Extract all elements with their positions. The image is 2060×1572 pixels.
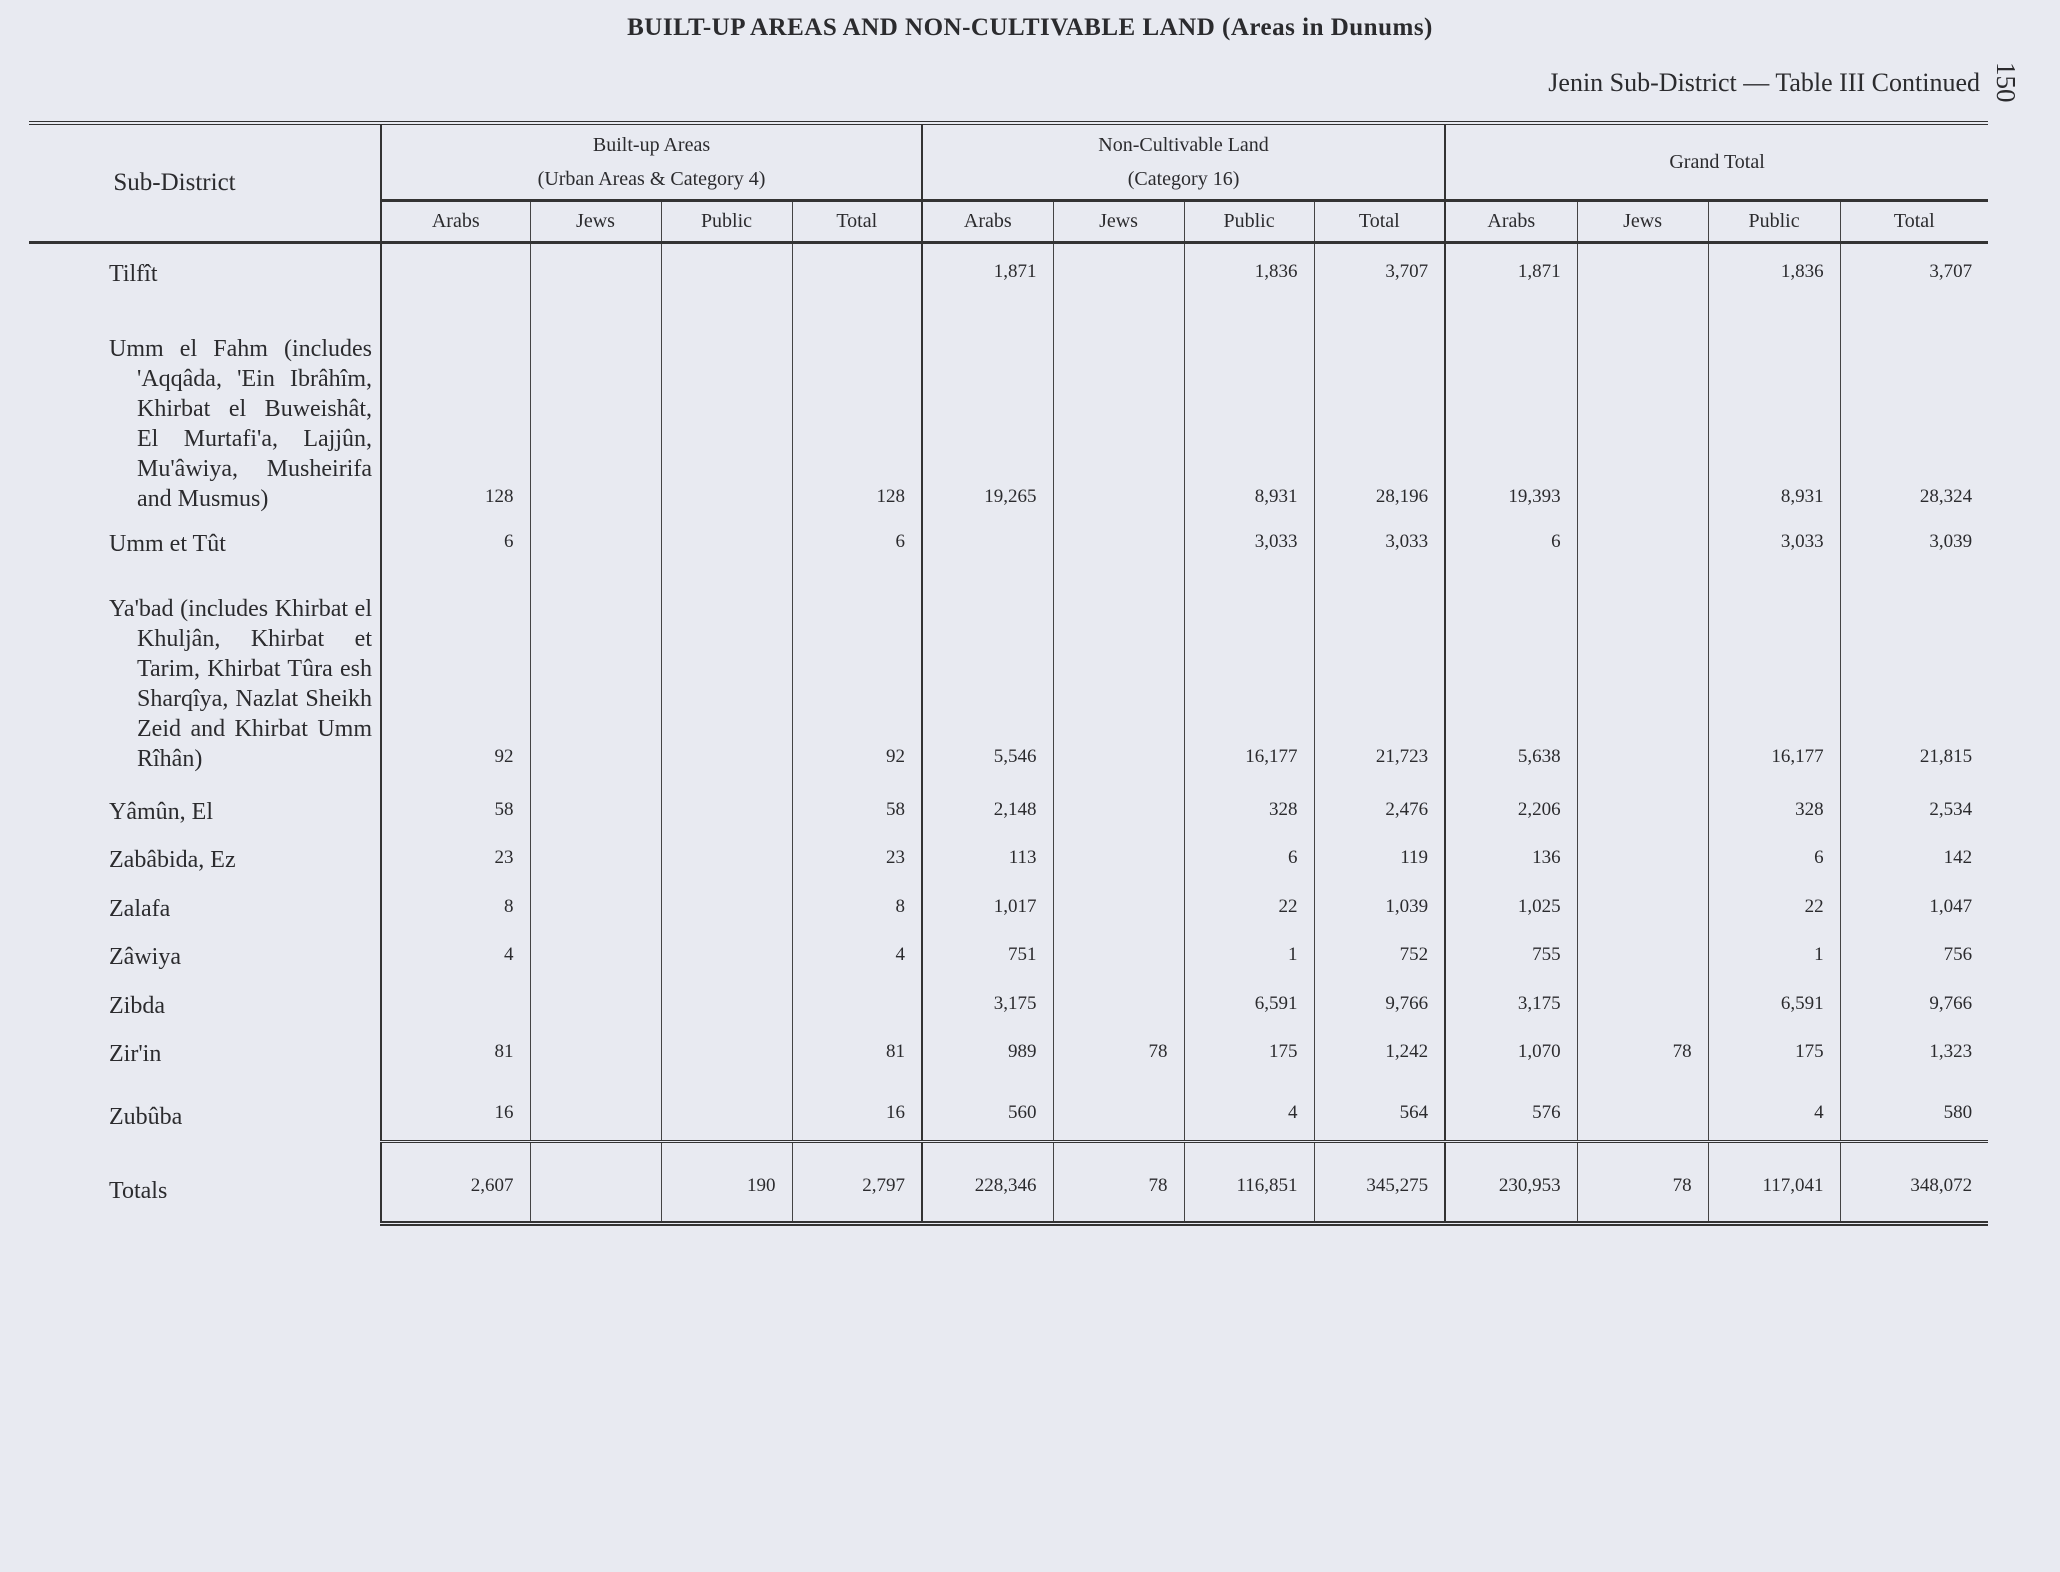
value-cell: 560 xyxy=(922,1079,1053,1142)
sub-district-name-cell xyxy=(29,569,381,784)
sub-district-name-cell xyxy=(29,1142,381,1224)
sub-district-name-cell xyxy=(29,299,381,524)
value-cell: 23 xyxy=(381,837,530,885)
sub-district-name: Yâmûn, El xyxy=(109,798,213,825)
value-cell: 1,323 xyxy=(1840,1031,1988,1079)
value-cell: 756 xyxy=(1840,934,1988,982)
value-cell: 81 xyxy=(381,1031,530,1079)
value-cell: 1 xyxy=(1708,934,1840,982)
value-cell: 4 xyxy=(1708,1079,1840,1142)
sub-district-name: Zibda xyxy=(109,992,165,1019)
table-row xyxy=(29,837,1988,885)
value-cell: 21,815 xyxy=(1840,569,1988,784)
table-row xyxy=(29,784,1988,837)
header-group-line: (Category 16) xyxy=(1127,168,1240,190)
value-cell: 175 xyxy=(1708,1031,1840,1079)
value-cell: 2,797 xyxy=(792,1142,922,1224)
value-cell: 3,707 xyxy=(1314,243,1445,299)
value-cell xyxy=(1577,569,1708,784)
header-subcolumn: Total xyxy=(1840,201,1988,243)
value-cell xyxy=(381,982,530,1031)
data-table xyxy=(29,121,1988,1226)
header-group-grand-total xyxy=(1445,123,1988,201)
value-cell: 3,033 xyxy=(1314,524,1445,569)
value-cell xyxy=(530,934,661,982)
value-cell xyxy=(530,569,661,784)
value-cell: 2,607 xyxy=(381,1142,530,1224)
value-cell: 9,766 xyxy=(1314,982,1445,1031)
value-cell xyxy=(792,982,922,1031)
value-cell xyxy=(1577,885,1708,934)
value-cell xyxy=(530,299,661,524)
sub-district-name-cell xyxy=(29,1031,381,1079)
value-cell: 81 xyxy=(792,1031,922,1079)
value-cell: 16,177 xyxy=(1708,569,1840,784)
value-cell: 16,177 xyxy=(1184,569,1314,784)
value-cell: 21,723 xyxy=(1314,569,1445,784)
value-cell: 1,836 xyxy=(1708,243,1840,299)
value-cell xyxy=(1053,524,1184,569)
value-cell: 8 xyxy=(381,885,530,934)
value-cell xyxy=(1577,837,1708,885)
value-cell: 1,039 xyxy=(1314,885,1445,934)
value-cell: 2,534 xyxy=(1840,784,1988,837)
table-row xyxy=(29,299,1988,524)
value-cell: 9,766 xyxy=(1840,982,1988,1031)
value-cell: 136 xyxy=(1445,837,1577,885)
value-cell: 4 xyxy=(381,934,530,982)
value-cell: 1,871 xyxy=(922,243,1053,299)
value-cell xyxy=(1053,569,1184,784)
value-cell xyxy=(1053,299,1184,524)
value-cell: 751 xyxy=(922,934,1053,982)
value-cell: 2,148 xyxy=(922,784,1053,837)
header-subcolumn: Arabs xyxy=(381,201,530,243)
value-cell xyxy=(1577,243,1708,299)
value-cell: 2,206 xyxy=(1445,784,1577,837)
value-cell xyxy=(661,299,792,524)
value-cell xyxy=(1577,784,1708,837)
page-number: 150 xyxy=(1991,62,2021,103)
value-cell xyxy=(530,524,661,569)
value-cell xyxy=(661,885,792,934)
value-cell: 8,931 xyxy=(1184,299,1314,524)
value-cell: 78 xyxy=(1053,1142,1184,1224)
value-cell: 6 xyxy=(1445,524,1577,569)
table-row xyxy=(29,1079,1988,1142)
value-cell xyxy=(530,784,661,837)
value-cell: 28,324 xyxy=(1840,299,1988,524)
sub-district-name-cell xyxy=(29,784,381,837)
header-subcolumn: Total xyxy=(1314,201,1445,243)
value-cell: 580 xyxy=(1840,1079,1988,1142)
value-cell: 1,025 xyxy=(1445,885,1577,934)
value-cell: 128 xyxy=(381,299,530,524)
value-cell xyxy=(530,243,661,299)
value-cell: 19,265 xyxy=(922,299,1053,524)
value-cell: 752 xyxy=(1314,934,1445,982)
value-cell xyxy=(661,524,792,569)
header-group-line: Built-up Areas xyxy=(592,134,711,156)
value-cell: 119 xyxy=(1314,837,1445,885)
value-cell: 3,033 xyxy=(1184,524,1314,569)
value-cell: 576 xyxy=(1445,1079,1577,1142)
header-group-non-cultivable xyxy=(922,123,1445,201)
table-row xyxy=(29,243,1988,299)
table-row xyxy=(29,1031,1988,1079)
value-cell xyxy=(661,837,792,885)
value-cell xyxy=(661,243,792,299)
table-subtitle: Jenin Sub-District — Table III Continued xyxy=(1548,68,1980,97)
value-cell xyxy=(1577,934,1708,982)
value-cell: 3,175 xyxy=(922,982,1053,1031)
value-cell: 4 xyxy=(792,934,922,982)
header-row-groups xyxy=(29,123,1988,201)
value-cell: 3,175 xyxy=(1445,982,1577,1031)
value-cell: 6 xyxy=(1708,837,1840,885)
sub-district-name: Zalafa xyxy=(109,895,171,922)
sub-district-name-cell xyxy=(29,885,381,934)
value-cell xyxy=(661,1079,792,1142)
value-cell: 228,346 xyxy=(922,1142,1053,1224)
sub-district-name-cell xyxy=(29,837,381,885)
page-title: BUILT-UP AREAS AND NON-CULTIVABLE LAND (Areas in Dunums) xyxy=(627,14,1433,41)
sub-district-name: Ya'bad (includes Khirbat el Khuljân, Khirbat et Tarim, Khirbat Tûra esh Sharqîya, Nazlat Sheikh Zeid and Khirbat Umm Rîhân) xyxy=(109,595,372,772)
value-cell: 345,275 xyxy=(1314,1142,1445,1224)
sub-district-name: Umm el Fahm (includes 'Aqqâda, 'Ein Ibrâhîm, Khirbat el Buweishât, El Murtafi'a, Lajjûn, Mu'âwiya, Musheirifa and Musmus) xyxy=(109,335,372,512)
value-cell xyxy=(1053,837,1184,885)
value-cell: 16 xyxy=(792,1079,922,1142)
value-cell xyxy=(1577,299,1708,524)
header-subcolumn: Public xyxy=(661,201,792,243)
sub-district-name: Zir'in xyxy=(109,1040,162,1067)
header-subcolumn: Total xyxy=(792,201,922,243)
value-cell: 6,591 xyxy=(1184,982,1314,1031)
value-cell: 92 xyxy=(792,569,922,784)
value-cell: 5,546 xyxy=(922,569,1053,784)
value-cell: 3,033 xyxy=(1708,524,1840,569)
value-cell: 1,871 xyxy=(1445,243,1577,299)
value-cell: 3,707 xyxy=(1840,243,1988,299)
value-cell xyxy=(661,934,792,982)
value-cell: 22 xyxy=(1184,885,1314,934)
sub-district-name-cell xyxy=(29,934,381,982)
value-cell xyxy=(530,885,661,934)
value-cell xyxy=(1053,1079,1184,1142)
value-cell xyxy=(661,569,792,784)
table-row xyxy=(29,982,1988,1031)
value-cell: 3,039 xyxy=(1840,524,1988,569)
value-cell: 116,851 xyxy=(1184,1142,1314,1224)
sub-district-name: Zubûba xyxy=(109,1103,183,1130)
header-group-line: (Urban Areas & Category 4) xyxy=(537,168,766,190)
value-cell: 58 xyxy=(381,784,530,837)
value-cell: 5,638 xyxy=(1445,569,1577,784)
header-subcolumn: Arabs xyxy=(1445,201,1577,243)
value-cell: 1,836 xyxy=(1184,243,1314,299)
value-cell: 1,242 xyxy=(1314,1031,1445,1079)
header-subcolumn: Public xyxy=(1708,201,1840,243)
header-subcolumn: Jews xyxy=(1577,201,1708,243)
value-cell: 175 xyxy=(1184,1031,1314,1079)
value-cell: 8 xyxy=(792,885,922,934)
value-cell: 564 xyxy=(1314,1079,1445,1142)
sub-district-name: Tilfît xyxy=(109,260,158,287)
value-cell xyxy=(1053,243,1184,299)
value-cell: 28,196 xyxy=(1314,299,1445,524)
value-cell xyxy=(1577,982,1708,1031)
value-cell: 58 xyxy=(792,784,922,837)
value-cell xyxy=(530,1079,661,1142)
value-cell xyxy=(1053,982,1184,1031)
value-cell xyxy=(661,982,792,1031)
sub-district-name: Zabâbida, Ez xyxy=(109,846,236,873)
sub-district-name: Totals xyxy=(109,1177,168,1204)
value-cell xyxy=(792,243,922,299)
header-sub-district: Sub-District xyxy=(29,123,381,243)
value-cell: 1,017 xyxy=(922,885,1053,934)
table-row xyxy=(29,934,1988,982)
sub-district-name: Umm et Tût xyxy=(109,530,226,557)
value-cell xyxy=(530,982,661,1031)
value-cell: 78 xyxy=(1577,1142,1708,1224)
table-row xyxy=(29,885,1988,934)
value-cell: 6,591 xyxy=(1708,982,1840,1031)
value-cell: 1,047 xyxy=(1840,885,1988,934)
value-cell: 23 xyxy=(792,837,922,885)
value-cell: 113 xyxy=(922,837,1053,885)
value-cell: 22 xyxy=(1708,885,1840,934)
value-cell xyxy=(381,243,530,299)
value-cell xyxy=(661,784,792,837)
value-cell: 6 xyxy=(381,524,530,569)
totals-row xyxy=(29,1142,1988,1224)
value-cell: 989 xyxy=(922,1031,1053,1079)
header-group-line: Grand Total xyxy=(1669,151,1765,173)
table-row xyxy=(29,524,1988,569)
header-group-line: Non-Cultivable Land xyxy=(1098,134,1269,156)
table-row xyxy=(29,569,1988,784)
header-group-built-up xyxy=(381,123,922,201)
header-subcolumn: Arabs xyxy=(922,201,1053,243)
value-cell: 16 xyxy=(381,1079,530,1142)
value-cell: 755 xyxy=(1445,934,1577,982)
value-cell: 19,393 xyxy=(1445,299,1577,524)
value-cell xyxy=(922,524,1053,569)
sub-district-name-cell xyxy=(29,524,381,569)
value-cell xyxy=(1053,885,1184,934)
value-cell: 328 xyxy=(1184,784,1314,837)
value-cell: 6 xyxy=(792,524,922,569)
value-cell: 328 xyxy=(1708,784,1840,837)
header-subcolumn: Jews xyxy=(1053,201,1184,243)
value-cell: 4 xyxy=(1184,1079,1314,1142)
value-cell: 1,070 xyxy=(1445,1031,1577,1079)
value-cell: 117,041 xyxy=(1708,1142,1840,1224)
value-cell xyxy=(1577,1079,1708,1142)
value-cell xyxy=(1053,934,1184,982)
value-cell xyxy=(1577,524,1708,569)
sub-district-name: Zâwiya xyxy=(109,943,181,970)
value-cell: 78 xyxy=(1053,1031,1184,1079)
value-cell: 128 xyxy=(792,299,922,524)
value-cell: 230,953 xyxy=(1445,1142,1577,1224)
value-cell xyxy=(530,1031,661,1079)
value-cell: 2,476 xyxy=(1314,784,1445,837)
value-cell xyxy=(1053,784,1184,837)
value-cell xyxy=(661,1031,792,1079)
value-cell: 1 xyxy=(1184,934,1314,982)
value-cell: 78 xyxy=(1577,1031,1708,1079)
value-cell xyxy=(530,837,661,885)
sub-district-name-cell xyxy=(29,243,381,299)
value-cell: 348,072 xyxy=(1840,1142,1988,1224)
sub-district-name-cell xyxy=(29,1079,381,1142)
value-cell: 190 xyxy=(661,1142,792,1224)
value-cell: 92 xyxy=(381,569,530,784)
value-cell: 6 xyxy=(1184,837,1314,885)
value-cell xyxy=(530,1142,661,1224)
header-subcolumn: Jews xyxy=(530,201,661,243)
header-subcolumn: Public xyxy=(1184,201,1314,243)
value-cell: 8,931 xyxy=(1708,299,1840,524)
value-cell: 142 xyxy=(1840,837,1988,885)
sub-district-name-cell xyxy=(29,982,381,1031)
